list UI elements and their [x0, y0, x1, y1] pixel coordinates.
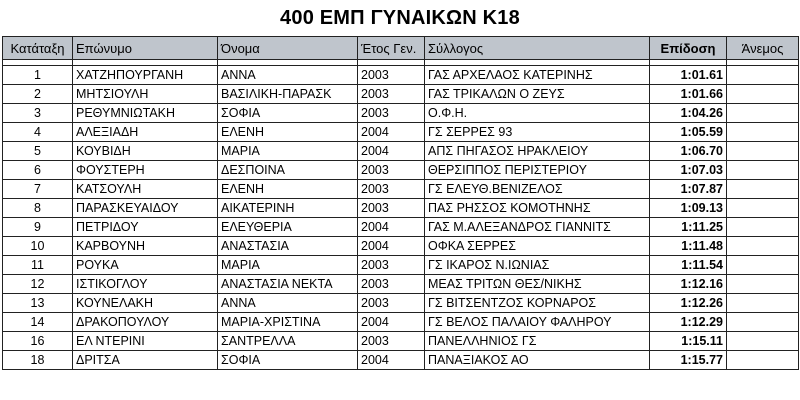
table-row — [3, 123, 799, 142]
cell-name: ΒΑΣΙΛΙΚΗ-ΠΑΡΑΣΚ — [218, 85, 358, 104]
cell-year: 2004 — [358, 218, 425, 237]
cell-wind — [727, 142, 799, 161]
cell-time: 1:07.03 — [650, 161, 727, 180]
cell-name: ΔΕΣΠΟΙΝΑ — [218, 161, 358, 180]
table-row — [3, 180, 799, 199]
cell-year: 2004 — [358, 313, 425, 332]
cell-surname: ΙΣΤΙΚΟΓΛΟΥ — [73, 275, 218, 294]
cell-surname: ΜΗΤΣΙΟΥΛΗ — [73, 85, 218, 104]
cell-time: 1:11.48 — [650, 237, 727, 256]
header-rank: Κατάταξη — [3, 37, 73, 60]
table-row — [3, 294, 799, 313]
cell-surname: ΦΟΥΣΤΕΡΗ — [73, 161, 218, 180]
cell-wind — [727, 123, 799, 142]
cell-year: 2003 — [358, 180, 425, 199]
cell-name: ΕΛΕΝΗ — [218, 180, 358, 199]
cell-club: ΓΣ ΙΚΑΡΟΣ Ν.ΙΩΝΙΑΣ — [425, 256, 650, 275]
cell-year: 2003 — [358, 66, 425, 85]
cell-year: 2003 — [358, 104, 425, 123]
cell-club: ΓΑΣ ΑΡΧΕΛΑΟΣ ΚΑΤΕΡΙΝΗΣ — [425, 66, 650, 85]
cell-name: ΣΟΦΙΑ — [218, 104, 358, 123]
cell-time: 1:15.77 — [650, 351, 727, 370]
cell-club: ΠΑΣ ΡΗΣΣΟΣ ΚΟΜΟΤΗΝΗΣ — [425, 199, 650, 218]
cell-club: ΓΑΣ ΤΡΙΚΑΛΩΝ Ο ΖΕΥΣ — [425, 85, 650, 104]
header-row — [3, 37, 799, 60]
cell-club: ΜΕΑΣ ΤΡΙΤΩΝ ΘΕΣ/ΝΙΚΗΣ — [425, 275, 650, 294]
cell-rank: 8 — [3, 199, 73, 218]
table-row — [3, 237, 799, 256]
cell-wind — [727, 85, 799, 104]
cell-wind — [727, 256, 799, 275]
cell-club: ΓΣ ΣΕΡΡΕΣ 93 — [425, 123, 650, 142]
cell-year: 2003 — [358, 275, 425, 294]
cell-club: ΑΠΣ ΠΗΓΑΣΟΣ ΗΡΑΚΛΕΙΟΥ — [425, 142, 650, 161]
table-header — [3, 37, 799, 66]
header-club: Σύλλογος — [425, 37, 650, 60]
cell-time: 1:07.87 — [650, 180, 727, 199]
cell-club: Ο.Φ.Η. — [425, 104, 650, 123]
table-row — [3, 256, 799, 275]
cell-rank: 9 — [3, 218, 73, 237]
cell-wind — [727, 180, 799, 199]
cell-surname: ΠΑΡΑΣΚΕΥΑΙΔΟΥ — [73, 199, 218, 218]
cell-rank: 11 — [3, 256, 73, 275]
header-time: Επίδοση — [650, 37, 727, 60]
cell-wind — [727, 294, 799, 313]
cell-year: 2003 — [358, 199, 425, 218]
cell-name: ΣΟΦΙΑ — [218, 351, 358, 370]
cell-rank: 18 — [3, 351, 73, 370]
cell-rank: 12 — [3, 275, 73, 294]
table-body — [3, 66, 799, 370]
cell-surname: ΡΕΘΥΜΝΙΩΤΑΚΗ — [73, 104, 218, 123]
cell-rank: 1 — [3, 66, 73, 85]
cell-surname: ΚΟΥΝΕΛΑΚΗ — [73, 294, 218, 313]
cell-club: ΓΑΣ Μ.ΑΛΕΞΑΝΔΡΟΣ ΓΙΑΝΝΙΤΣ — [425, 218, 650, 237]
table-row — [3, 332, 799, 351]
cell-club: ΓΣ ΒΕΛΟΣ ΠΑΛΑΙΟΥ ΦΑΛΗΡΟΥ — [425, 313, 650, 332]
cell-rank: 13 — [3, 294, 73, 313]
table-row — [3, 313, 799, 332]
table-row — [3, 199, 799, 218]
cell-wind — [727, 332, 799, 351]
cell-time: 1:09.13 — [650, 199, 727, 218]
cell-time: 1:11.54 — [650, 256, 727, 275]
cell-name: ΑΝΝΑ — [218, 294, 358, 313]
cell-year: 2003 — [358, 85, 425, 104]
cell-rank: 4 — [3, 123, 73, 142]
cell-name: ΑΝΑΣΤΑΣΙΑ — [218, 237, 358, 256]
cell-club: ΠΑΝΑΞΙΑΚΟΣ ΑΟ — [425, 351, 650, 370]
cell-surname: ΑΛΕΞΙΑΔΗ — [73, 123, 218, 142]
cell-name: ΑΝΑΣΤΑΣΙΑ ΝΕΚΤΑ — [218, 275, 358, 294]
cell-year: 2003 — [358, 256, 425, 275]
cell-time: 1:01.61 — [650, 66, 727, 85]
cell-surname: ΡΟΥΚΑ — [73, 256, 218, 275]
cell-year: 2003 — [358, 294, 425, 313]
cell-time: 1:12.16 — [650, 275, 727, 294]
cell-rank: 7 — [3, 180, 73, 199]
table-row — [3, 66, 799, 85]
cell-time: 1:12.26 — [650, 294, 727, 313]
page-title: 400 ΕΜΠ ΓΥΝΑΙΚΩΝ Κ18 — [280, 7, 520, 29]
cell-name: ΜΑΡΙΑ — [218, 256, 358, 275]
cell-wind — [727, 275, 799, 294]
cell-surname: ΧΑΤΖΗΠΟΥΡΓΑΝΗ — [73, 66, 218, 85]
table-row — [3, 218, 799, 237]
table-row — [3, 85, 799, 104]
cell-rank: 16 — [3, 332, 73, 351]
cell-wind — [727, 104, 799, 123]
cell-time: 1:15.11 — [650, 332, 727, 351]
cell-rank: 2 — [3, 85, 73, 104]
table-row — [3, 161, 799, 180]
table-row — [3, 142, 799, 161]
cell-name: ΑΙΚΑΤΕΡΙΝΗ — [218, 199, 358, 218]
cell-time: 1:01.66 — [650, 85, 727, 104]
cell-rank: 5 — [3, 142, 73, 161]
cell-year: 2004 — [358, 237, 425, 256]
table-row — [3, 351, 799, 370]
cell-name: ΜΑΡΙΑ — [218, 142, 358, 161]
cell-wind — [727, 218, 799, 237]
cell-wind — [727, 66, 799, 85]
cell-club: ΓΣ ΕΛΕΥΘ.ΒΕΝΙΖΕΛΟΣ — [425, 180, 650, 199]
cell-time: 1:05.59 — [650, 123, 727, 142]
cell-club: ΠΑΝΕΛΛΗΝΙΟΣ ΓΣ — [425, 332, 650, 351]
cell-time: 1:06.70 — [650, 142, 727, 161]
cell-surname: ΠΕΤΡΙΔΟΥ — [73, 218, 218, 237]
cell-name: ΕΛΕΝΗ — [218, 123, 358, 142]
cell-surname: ΕΛ ΝΤΕΡΙΝΙ — [73, 332, 218, 351]
cell-name: ΕΛΕΥΘΕΡΙΑ — [218, 218, 358, 237]
cell-surname: ΚΑΤΣΟΥΛΗ — [73, 180, 218, 199]
cell-wind — [727, 161, 799, 180]
cell-name: ΜΑΡΙΑ-ΧΡΙΣΤΙΝΑ — [218, 313, 358, 332]
cell-wind — [727, 199, 799, 218]
cell-wind — [727, 313, 799, 332]
cell-time: 1:12.29 — [650, 313, 727, 332]
cell-rank: 10 — [3, 237, 73, 256]
cell-club: ΓΣ ΒΙΤΣΕΝΤΖΟΣ ΚΟΡΝΑΡΟΣ — [425, 294, 650, 313]
cell-name: ΣΑΝΤΡΕΛΛΑ — [218, 332, 358, 351]
cell-rank: 6 — [3, 161, 73, 180]
results-table — [2, 36, 799, 370]
cell-year: 2004 — [358, 351, 425, 370]
cell-wind — [727, 237, 799, 256]
cell-surname: ΚΑΡΒΟΥΝΗ — [73, 237, 218, 256]
header-surname: Επώνυμο — [73, 37, 218, 60]
cell-time: 1:04.26 — [650, 104, 727, 123]
table-row — [3, 275, 799, 294]
cell-rank: 14 — [3, 313, 73, 332]
cell-name: ΑΝΝΑ — [218, 66, 358, 85]
header-wind: Άνεμος — [727, 37, 799, 60]
cell-surname: ΚΟΥΒΙΔΗ — [73, 142, 218, 161]
header-year: Έτος Γεν. — [358, 37, 425, 60]
cell-wind — [727, 351, 799, 370]
cell-year: 2004 — [358, 142, 425, 161]
cell-club: ΟΦΚΑ ΣΕΡΡΕΣ — [425, 237, 650, 256]
cell-year: 2003 — [358, 332, 425, 351]
table-row — [3, 104, 799, 123]
cell-surname: ΔΡΙΤΣΑ — [73, 351, 218, 370]
cell-year: 2003 — [358, 161, 425, 180]
cell-rank: 3 — [3, 104, 73, 123]
cell-time: 1:11.25 — [650, 218, 727, 237]
cell-surname: ΔΡΑΚΟΠΟΥΛΟΥ — [73, 313, 218, 332]
cell-club: ΘΕΡΣΙΠΠΟΣ ΠΕΡΙΣΤΕΡΙΟΥ — [425, 161, 650, 180]
cell-year: 2004 — [358, 123, 425, 142]
header-name: Όνομα — [218, 37, 358, 60]
